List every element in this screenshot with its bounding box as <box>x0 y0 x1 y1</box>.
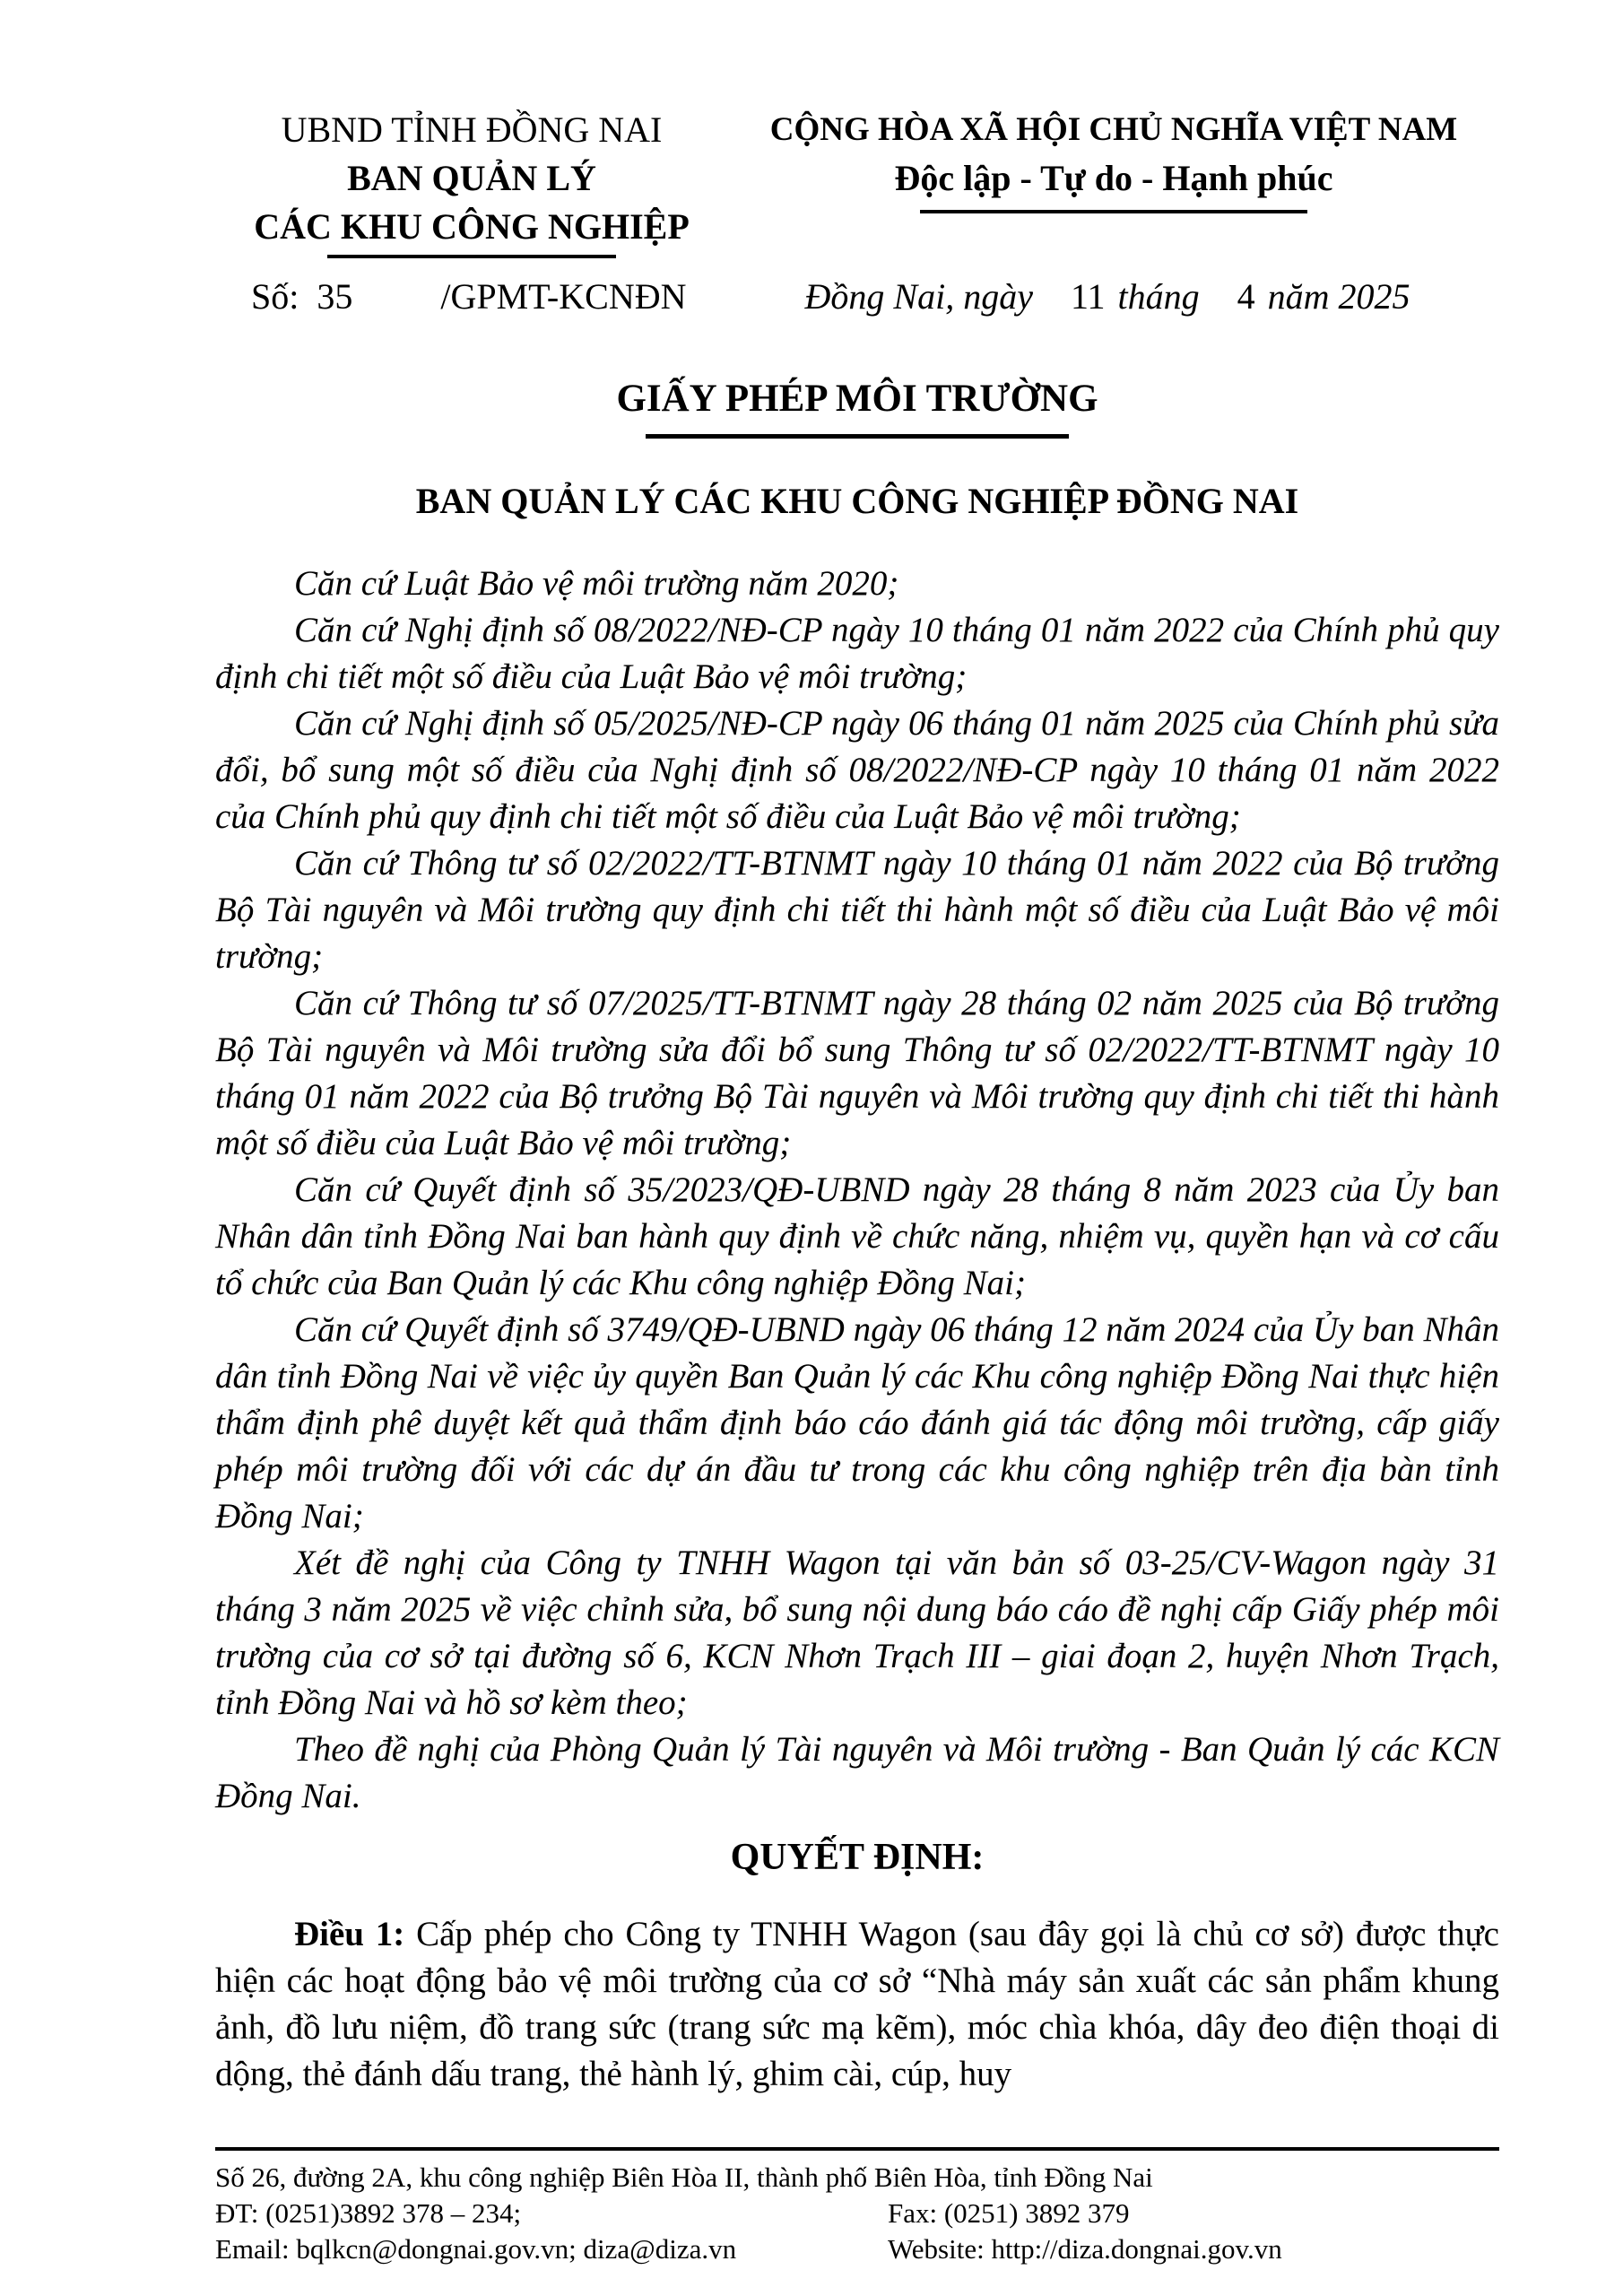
date-month: 4 <box>1237 276 1255 317</box>
motto-underline <box>920 210 1307 213</box>
recital-paragraph: Căn cứ Nghị định số 05/2025/NĐ-CP ngày 06 tháng 01 năm 2025 của Chính phủ sửa đổi, bổ sung một số điều của Nghị định số 08/2022/NĐ-CP ngày 10 tháng 01 năm 2022 của Chính phủ quy định chi tiết một số điều của Luật Bảo vệ môi trường; <box>215 704 1499 836</box>
issuer-title: BAN QUẢN LÝ CÁC KHU CÔNG NGHIỆP ĐỒNG NAI <box>415 481 1299 521</box>
article-1-text: Cấp phép cho Công ty TNHH Wagon (sau đây gọi là chủ cơ sở) được thực hiện các hoạt động bảo vệ môi trường của cơ sở “Nhà máy sản xuất các sản phẩm khung ảnh, đồ lưu niệm, đồ trang sức (trang sức mạ kẽm), móc chìa khóa, dây đeo điện thoại di dộng, thẻ đánh dấu trang, thẻ hành lý, ghim cài, cúp, huy <box>215 1915 1499 2093</box>
date-month-label: tháng <box>1117 276 1200 317</box>
reference-row <box>215 273 1499 321</box>
footer-phone-fax-row <box>215 2196 1499 2231</box>
footer-phone: ĐT: (0251)3892 378 – 234; <box>215 2197 522 2229</box>
document-number-line <box>215 273 728 321</box>
footer-address: Số 26, đường 2A, khu công nghiệp Biên Hòa II, thành phố Biên Hòa, tỉnh Đồng Nai <box>215 2161 1153 2193</box>
date-day: 11 <box>1070 276 1106 317</box>
republic-title: CỘNG HÒA XÃ HỘI CHỦ NGHĨA VIỆT NAM <box>769 111 1458 148</box>
recital-paragraph: Căn cứ Thông tư số 07/2025/TT-BTNMT ngày 28 tháng 02 năm 2025 của Bộ trưởng Bộ Tài nguyên và Môi trường sửa đổi bổ sung Thông tư số 02/2022/TT-BTNMT ngày 10 tháng 01 năm 2022 của Bộ trưởng Bộ Tài nguyên và Môi trường quy định chi tiết thi hành một số điều của Luật Bảo vệ môi trường; <box>215 984 1499 1162</box>
place-date-line <box>728 273 1499 321</box>
agency-parent-name: UBND TỈNH ĐỒNG NAI <box>281 109 663 150</box>
footer-fax: Fax: (0251) 3892 379 <box>888 2197 1130 2229</box>
agency-name-line1: BAN QUẢN LÝ <box>347 158 596 198</box>
recital-paragraph: Theo đề nghị của Phòng Quản lý Tài nguyên và Môi trường - Ban Quản lý các KCN Đồng Nai. <box>215 1730 1499 1815</box>
article-1-paragraph <box>215 1911 1499 2098</box>
footer-email: Email: bqlkcn@dongnai.gov.vn; diza@diza.vn <box>215 2233 737 2265</box>
document-footer <box>215 2147 1499 2267</box>
number-label: Số: <box>251 276 299 317</box>
document-header <box>215 106 1499 258</box>
document-symbol: /GPMT-KCNĐN <box>440 276 687 317</box>
recital-paragraph: Căn cứ Quyết định số 3749/QĐ-UBND ngày 06 tháng 12 năm 2024 của Ủy ban Nhân dân tỉnh Đồng Nai về việc ủy quyền Ban Quản lý các Khu công nghiệp Đồng Nai thực hiện thẩm định phê duyệt kết quả thẩm định báo cáo đánh giá tác động môi trường, cấp giấy phép môi trường đối với các dự án đầu tư trong các khu công nghiệp trên địa bàn tỉnh Đồng Nai; <box>215 1310 1499 1535</box>
decision-heading: QUYẾT ĐỊNH: <box>730 1837 985 1878</box>
national-motto: Độc lập - Tự do - Hạnh phúc <box>894 158 1333 198</box>
recital-paragraph: Căn cứ Luật Bảo vệ môi trường năm 2020; <box>294 564 899 603</box>
article-1-label: Điều 1: <box>294 1915 405 1953</box>
place-date-prefix: Đồng Nai, ngày <box>804 276 1033 317</box>
date-year: năm 2025 <box>1267 276 1410 317</box>
agency-underline <box>327 255 616 258</box>
recital-paragraph: Căn cứ Nghị định số 08/2022/NĐ-CP ngày 10 tháng 01 năm 2022 của Chính phủ quy định chi tiết một số điều của Luật Bảo vệ môi trường; <box>215 611 1499 696</box>
recital-paragraph: Xét đề nghị của Công ty TNHH Wagon tại văn bản số 03-25/CV-Wagon ngày 31 tháng 3 năm 2025 về việc chỉnh sửa, bổ sung nội dung báo cáo đề nghị cấp Giấy phép môi trường của cơ sở tại đường số 6, KCN Nhơn Trạch III – giai đoạn 2, huyện Nhơn Trạch, tỉnh Đồng Nai và hồ sơ kèm theo; <box>215 1544 1499 1722</box>
title-underline <box>646 434 1069 439</box>
document-title: GIẤY PHÉP MÔI TRƯỜNG <box>616 378 1098 420</box>
document-number: 35 <box>317 276 353 317</box>
recital-paragraph: Căn cứ Thông tư số 02/2022/TT-BTNMT ngày 10 tháng 01 năm 2022 của Bộ trưởng Bộ Tài nguyên và Môi trường quy định chi tiết thi hành một số điều của Luật Bảo vệ môi trường; <box>215 844 1499 976</box>
document-title-block <box>215 377 1499 523</box>
footer-email-website-row <box>215 2231 1499 2267</box>
issuing-agency-block <box>215 106 728 258</box>
footer-website: Website: http://diza.dongnai.gov.vn <box>888 2233 1282 2265</box>
agency-name-line2: CÁC KHU CÔNG NGHIỆP <box>254 206 690 247</box>
recital-paragraph: Căn cứ Quyết định số 35/2023/QĐ-UBND ngày 28 tháng 8 năm 2023 của Ủy ban Nhân dân tỉnh Đồng Nai ban hành quy định về chức năng, nhiệm vụ, quyền hạn và cơ cấu tổ chức của Ban Quản lý các Khu công nghiệp Đồng Nai; <box>215 1170 1499 1302</box>
document-body <box>215 561 1499 2098</box>
national-motto-block <box>728 106 1499 258</box>
